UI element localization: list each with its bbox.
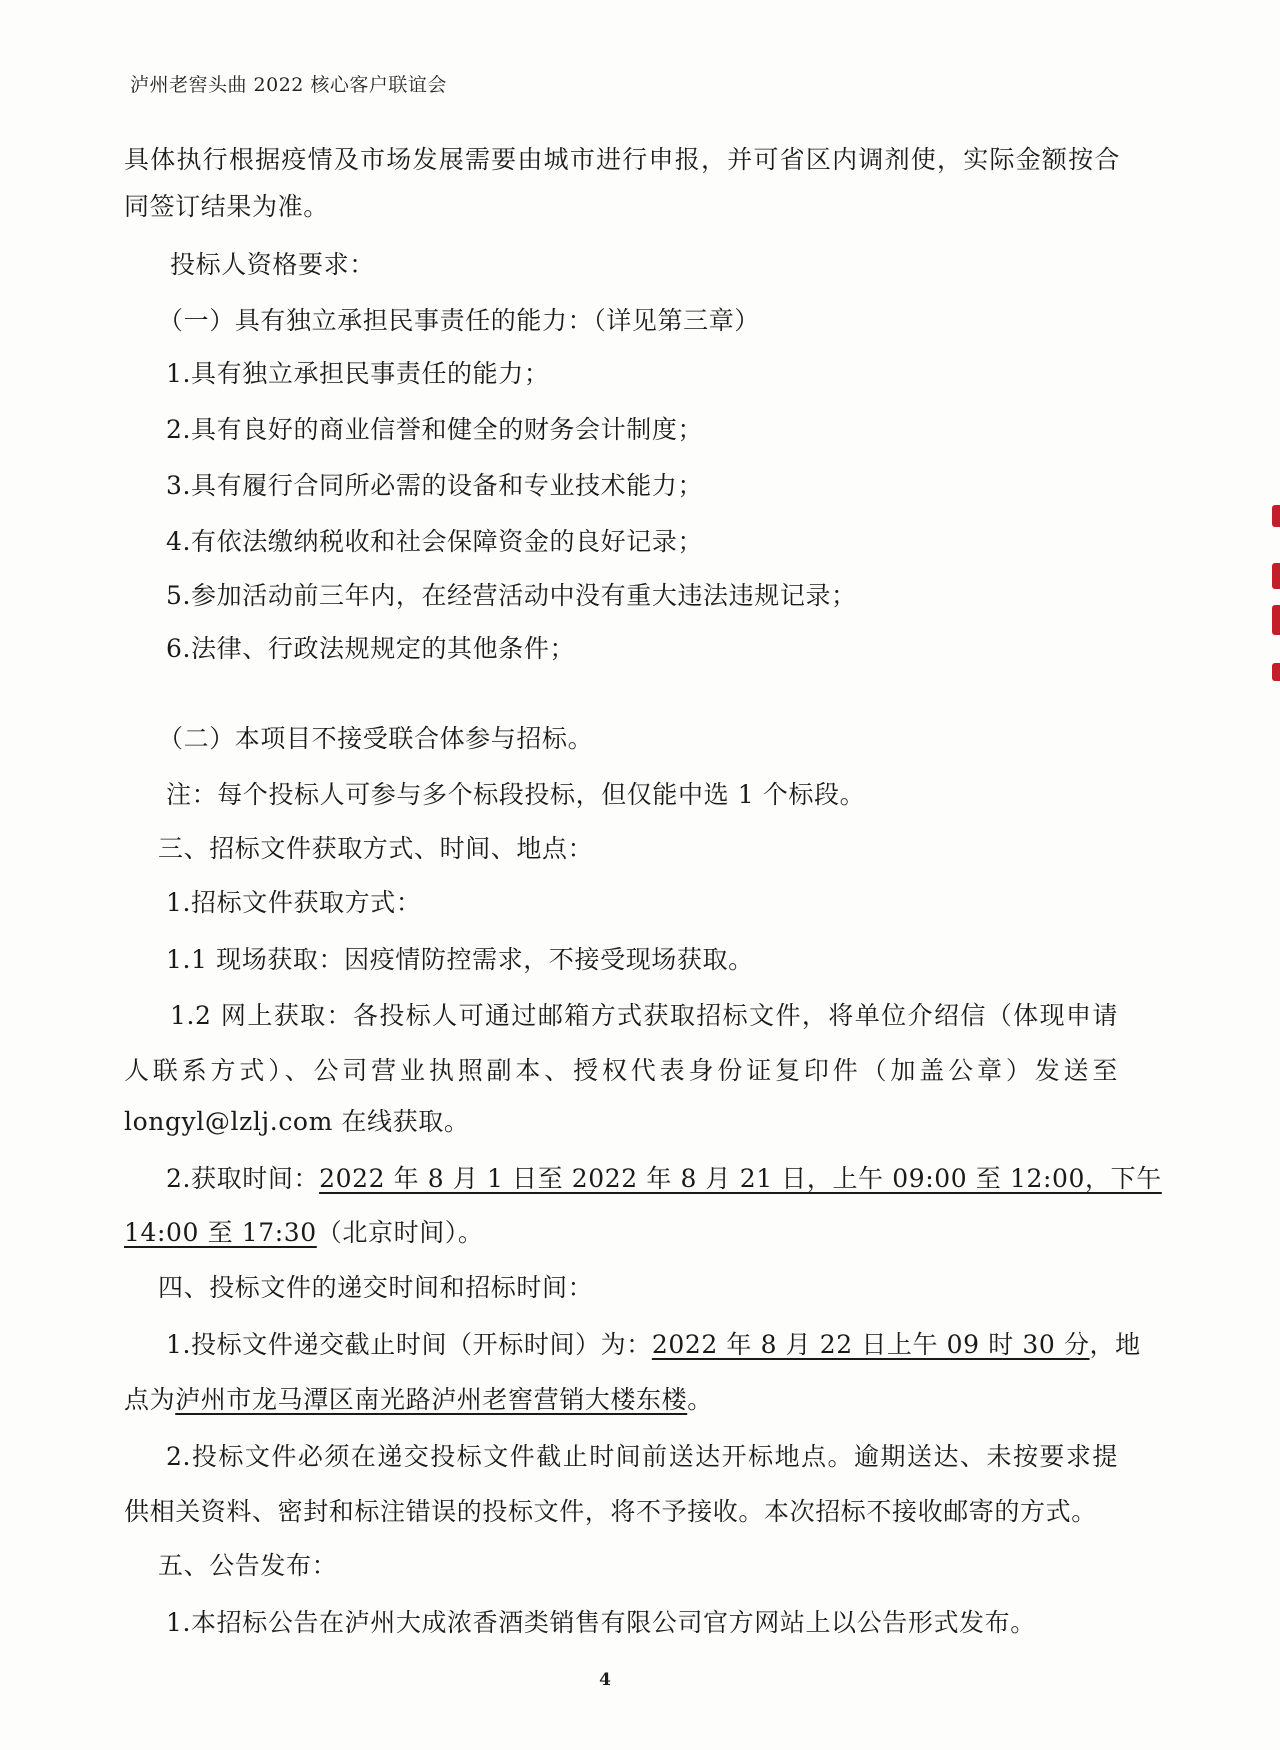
stamp-mark-2 <box>1272 563 1280 589</box>
stamp-mark-3 <box>1272 605 1280 635</box>
page-number: 4 <box>599 1670 611 1690</box>
submission-deadline-time: 2022 年 8 月 22 日上午 09 时 30 分 <box>651 1330 1090 1359</box>
qualification-item-5: 5.参加活动前三年内，在经营活动中没有重大违法违规记录； <box>166 581 857 610</box>
submission-location: 泸州市龙马潭区南光路泸州老窖营销大楼东楼 <box>175 1385 688 1414</box>
note: 注：每个投标人可参与多个标段投标，但仅能中选 1 个标段。 <box>166 780 866 809</box>
submission-deadline-label: 1.投标文件递交截止时间（开标时间）为： <box>166 1330 652 1359</box>
submission-deadline-suffix: ，地 <box>1089 1330 1141 1359</box>
section5-item1: 1.本招标公告在泸州大成浓香酒类销售有限公司官方网站上以公告形式发布。 <box>166 1608 1036 1637</box>
red-stamp-edge <box>1270 505 1280 685</box>
submission-location-suffix: 。 <box>687 1385 713 1414</box>
section3-sub1: 1.招标文件获取方式： <box>166 888 422 917</box>
section4-item2-line1: 2.投标文件必须在递交投标文件截止时间前送达开标地点。逾期送达、未按要求提 <box>166 1442 1118 1471</box>
qualification-item-6: 6.法律、行政法规规定的其他条件； <box>166 634 576 663</box>
section4-item2-line2: 供相关资料、密封和标注错误的投标文件，将不予接收。本次招标不接收邮寄的方式。 <box>124 1497 1097 1526</box>
acquisition-time-label: 2.获取时间： <box>166 1164 320 1193</box>
section4-heading: 四、投标文件的递交时间和招标时间： <box>158 1273 594 1302</box>
submission-location-line <box>124 1384 713 1416</box>
intro-line-1: 具体执行根据疫情及市场发展需要由城市进行申报，并可省区内调剂使，实际金额按合 <box>124 145 1120 174</box>
submission-deadline-line1 <box>166 1329 1141 1361</box>
qualification-item-2: 2.具有良好的商业信誉和健全的财务会计制度； <box>166 415 704 444</box>
section3-sub1-2-line1: 1.2 网上获取：各投标人可通过邮箱方式获取招标文件，将单位介绍信（体现申请 <box>170 1001 1118 1030</box>
acquisition-time-range: 2022 年 8 月 1 日至 2022 年 8 月 21 日，上午 09:00 至 12:00，下午 <box>319 1164 1162 1193</box>
page-header: 泸州老窖头曲 2022 核心客户联谊会 <box>130 74 447 96</box>
section5-heading: 五、公告发布： <box>158 1551 338 1580</box>
stamp-mark-1 <box>1272 505 1280 527</box>
acquisition-time-suffix: （北京时间）。 <box>316 1218 484 1247</box>
submission-location-prefix: 点为 <box>124 1385 176 1414</box>
qualification-item-3: 3.具有履行合同所必需的设备和专业技术能力； <box>166 471 704 500</box>
section3-sub1-1: 1.1 现场获取：因疫情防控需求，不接受现场获取。 <box>166 945 754 974</box>
section1-heading: （一）具有独立承担民事责任的能力：（详见第三章） <box>158 306 760 335</box>
stamp-mark-4 <box>1272 663 1280 681</box>
acquisition-time-range-end: 14:00 至 17:30 <box>124 1218 317 1247</box>
qualification-item-4: 4.有依法缴纳税收和社会保障资金的良好记录； <box>166 527 704 556</box>
section3-sub1-2-line2: 人联系方式）、公司营业执照副本、授权代表身份证复印件（加盖公章）发送至 <box>124 1056 1118 1085</box>
acquisition-time-line1 <box>166 1163 1162 1195</box>
qualification-item-1: 1.具有独立承担民事责任的能力； <box>166 359 550 388</box>
intro-line-2: 同签订结果为准。 <box>124 192 329 221</box>
section2-heading: （二）本项目不接受联合体参与招标。 <box>158 724 594 753</box>
section3-sub1-2-line3: longyl@lzlj.com 在线获取。 <box>124 1107 470 1136</box>
acquisition-time-line2 <box>124 1217 484 1249</box>
section3-heading: 三、招标文件获取方式、时间、地点： <box>158 834 594 863</box>
qualifications-heading: 投标人资格要求： <box>170 250 375 279</box>
